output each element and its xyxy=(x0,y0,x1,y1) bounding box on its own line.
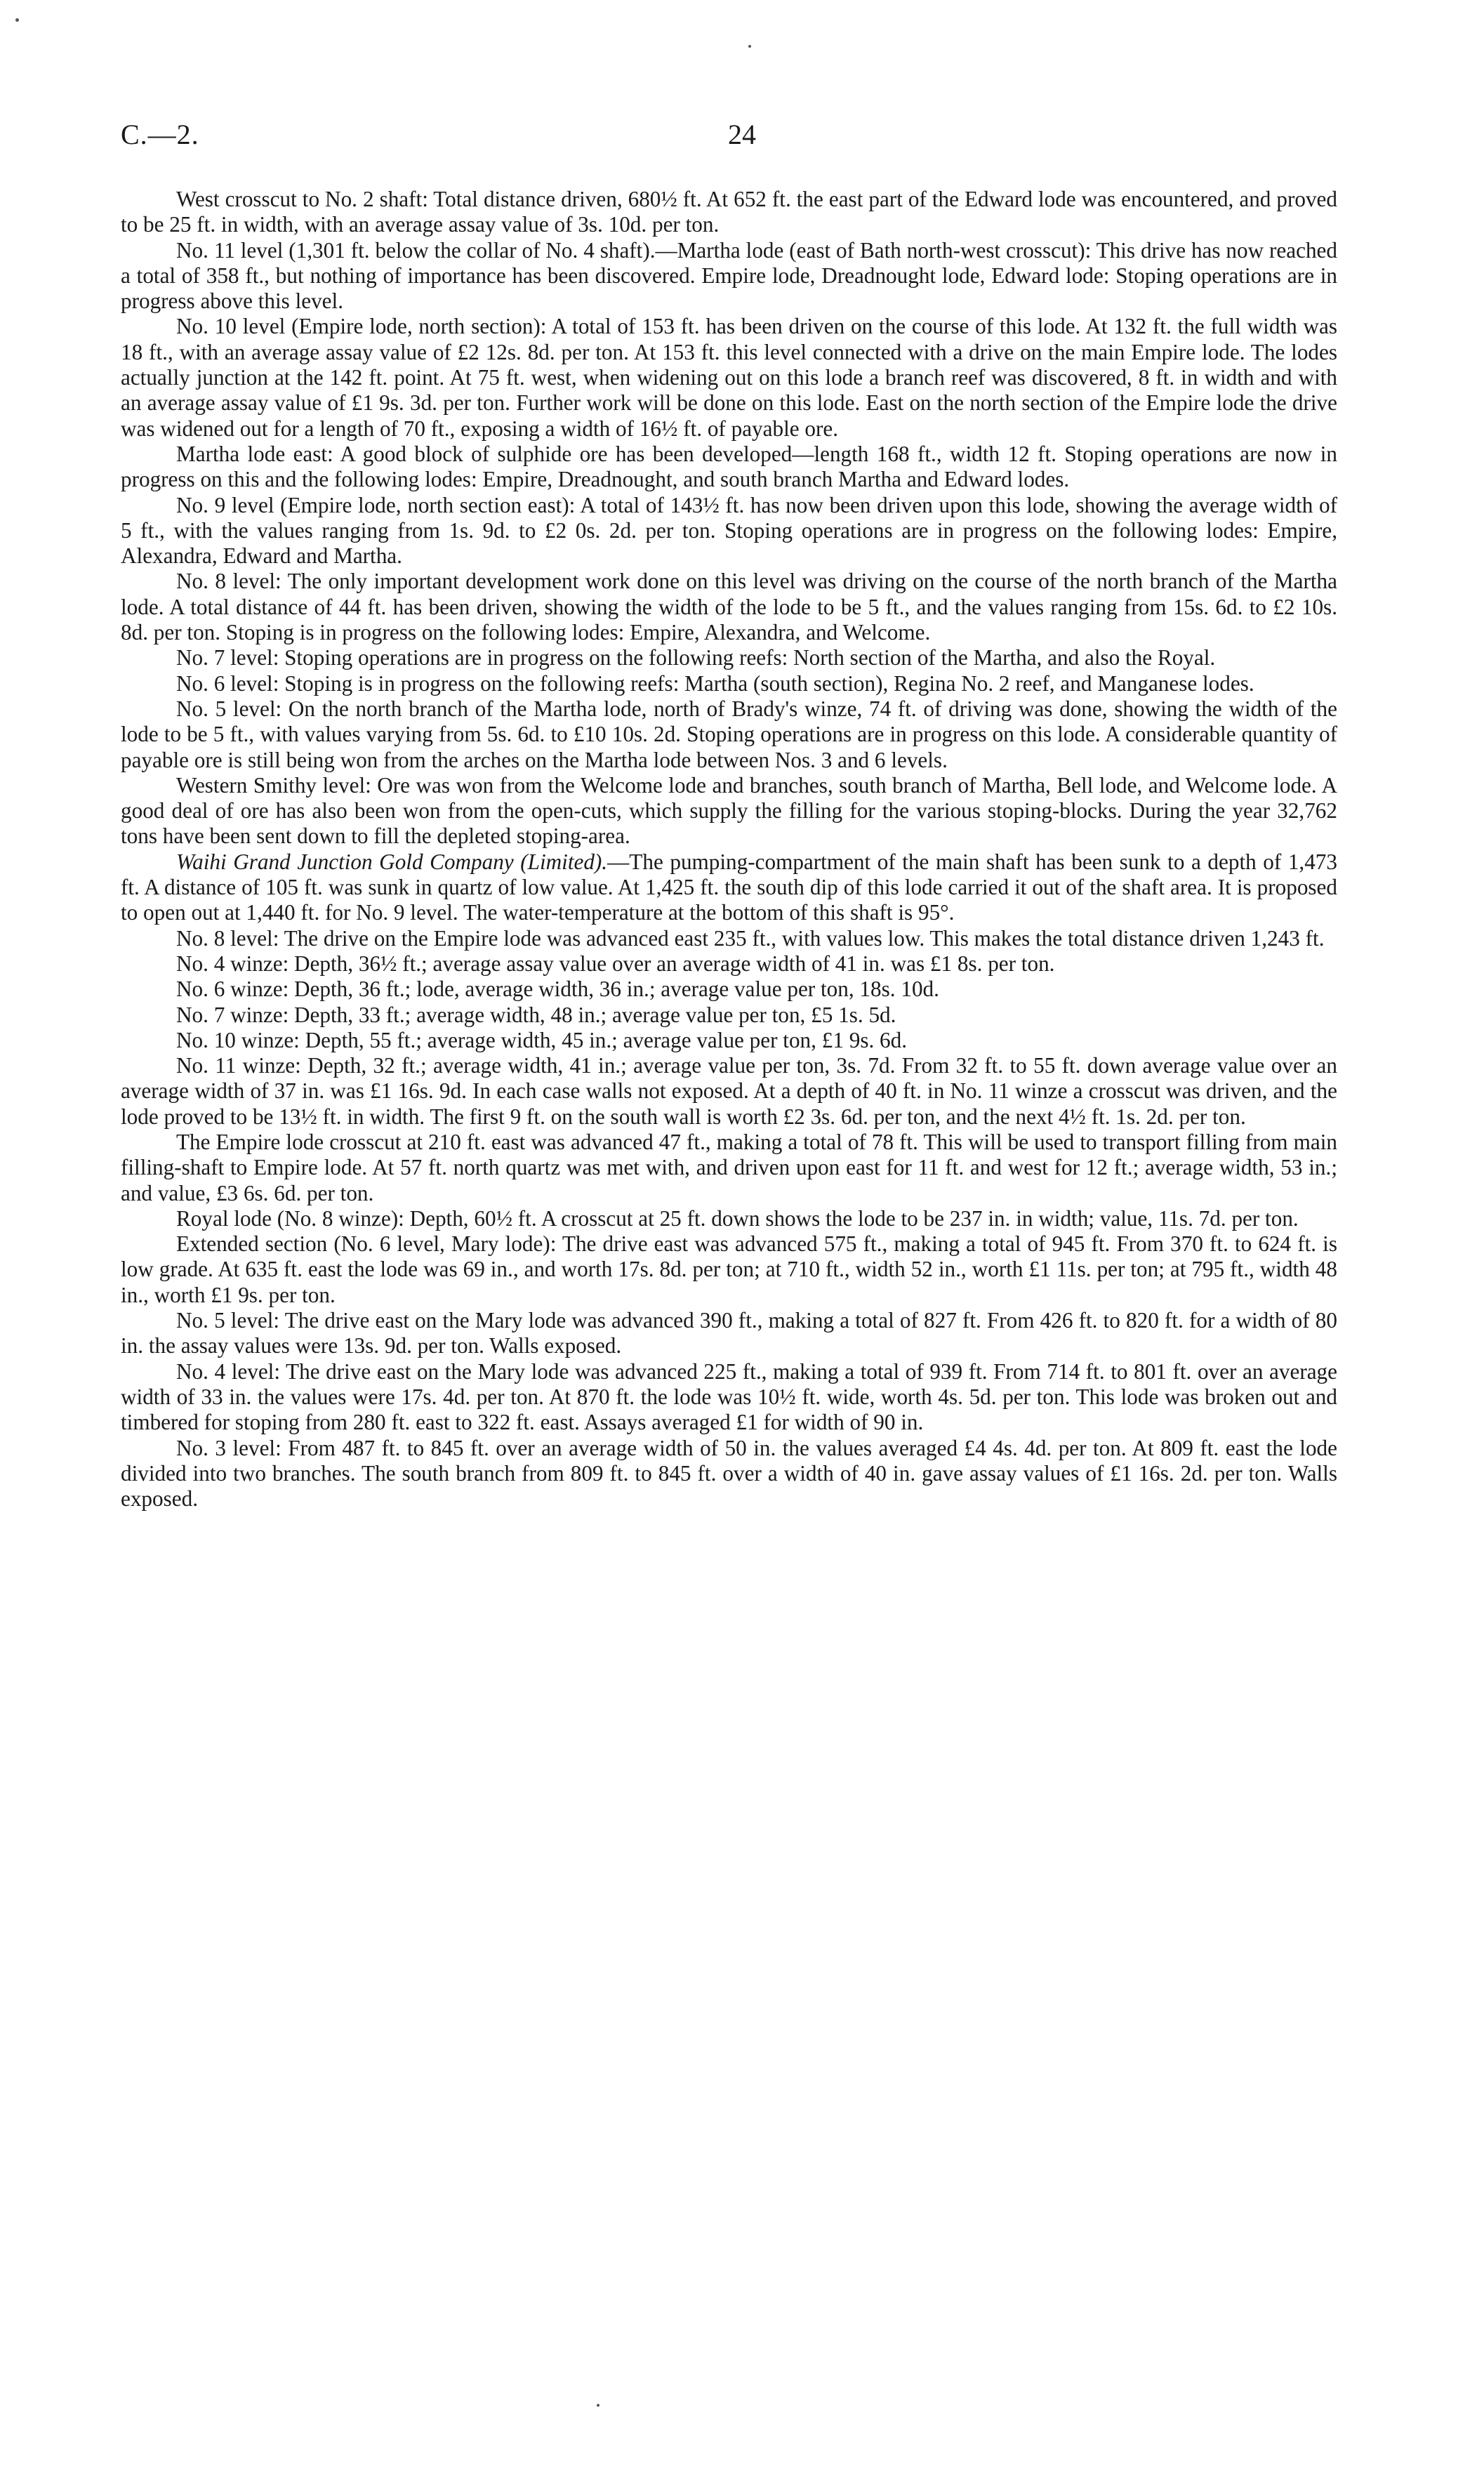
paragraph: No. 10 winze: Depth, 55 ft.; average width, 45 in.; average value per ton, £1 9s. 6d. xyxy=(176,1027,908,1052)
company-paragraph-text: —The pumping-compartment of the main shaft has been sunk to a depth of 1,473 ft. A distance of 105 ft. was sunk in quartz of low value. At 1,425 ft. the south dip of this lode carried it out of the shaft area. It is proposed to open out at 1,440 ft. for No. 9 level. The water-temperature at the bottom of this shaft is 95°. xyxy=(121,849,1337,925)
company-name: Waihi Grand Junction Gold Company (Limited). xyxy=(176,849,608,874)
scan-speck xyxy=(15,18,19,22)
paragraph: No. 11 level (1,301 ft. below the collar of No. 4 shaft).—Martha lode (east of Bath north-west crosscut): This drive has now reached a total of 358 ft., but nothing of importance has been discovered. Empire lode, Dreadnought lode, Edward lode: Stoping operations are in progress above this level. xyxy=(121,237,1337,314)
paragraph: No. 7 level: Stoping operations are in progress on the following reefs: North section of the Martha, and also the Royal. xyxy=(176,645,1216,670)
paragraph: Martha lode east: A good block of sulphide ore has been developed—length 168 ft., width 12 ft. Stoping operations are now in progress on this and the following lodes: Empire, Dreadnought, and south branch Martha and Edward lodes. xyxy=(121,441,1337,492)
paragraph: No. 10 level (Empire lode, north section): A total of 153 ft. has been driven on the course of this lode. At 132 ft. the full width was 18 ft., with an average assay value of £2 12s. 8d. per ton. At 153 ft. this level connected with a drive on the main Empire lode. The lodes actually junction at the 142 ft. point. At 75 ft. west, when widening out on this lode a branch reef was discovered, 8 ft. in width and with an average assay value of £1 9s. 3d. per ton. Further work will be done on this lode. East on the north section of the Empire lode the drive was widened out for a length of 70 ft., exposing a width of 16½ ft. of payable ore. xyxy=(121,314,1337,441)
paragraph: Royal lode (No. 8 winze): Depth, 60½ ft. A crosscut at 25 ft. down shows the lode to be 237 in. in width; value, 11s. 7d. per ton. xyxy=(176,1205,1299,1231)
paragraph: No. 4 level: The drive east on the Mary lode was advanced 225 ft., making a total of 939 ft. From 714 ft. to 801 ft. over an average width of 33 in. the values were 17s. 4d. per ton. At 870 ft. the lode was 10½ ft. wide, worth 4s. 5d. per ton. This lode was broken out and timbered for stoping from 280 ft. east to 322 ft. east. Assays averaged £1 for width of 90 in. xyxy=(121,1359,1337,1435)
paragraph: No. 7 winze: Depth, 33 ft.; average width, 48 in.; average value per ton, £5 1s. 5d. xyxy=(176,1002,896,1027)
scan-speck xyxy=(597,2404,599,2407)
paragraph: No. 5 level: On the north branch of the Martha lode, north of Brady's winze, 74 ft. of driving was done, showing the width of the lode to be 5 ft., with values varying from 5s. 6d. to £10 10s. 2d. Stoping operations are in progress on this lode. A considerable quantity of payable ore is still being won from the arches on the Martha lode between Nos. 3 and 6 levels. xyxy=(121,696,1337,772)
paragraph: No. 6 winze: Depth, 36 ft.; lode, average width, 36 in.; average value per ton, 18s. 10d. xyxy=(176,977,939,1002)
paragraph: No. 6 level: Stoping is in progress on the following reefs: Martha (south section), Regina No. 2 reef, and Manganese lodes. xyxy=(176,670,1254,696)
page-header xyxy=(121,118,1363,160)
scan-speck xyxy=(748,45,751,48)
paragraph: West crosscut to No. 2 shaft: Total distance driven, 680½ ft. At 652 ft. the east part of the Edward lode was encountered, and proved to be 25 ft. in width, with an average assay value of 3s. 10d. per ton. xyxy=(121,187,1337,237)
paragraph: Extended section (No. 6 level, Mary lode): The drive east was advanced 575 ft., making a total of 945 ft. From 370 ft. to 624 ft. is low grade. At 635 ft. east the lode was 69 in., and worth 17s. 8d. per ton; at 710 ft., width 52 in., worth £1 11s. per ton; at 795 ft., width 48 in., worth £1 9s. per ton. xyxy=(121,1231,1337,1307)
paragraph: The Empire lode crosscut at 210 ft. east was advanced 47 ft., making a total of 78 ft. This will be used to transport filling from main filling-shaft to Empire lode. At 57 ft. north quartz was met with, and driven upon east for 11 ft. and west for 12 ft.; average width, 53 in.; and value, £3 6s. 6d. per ton. xyxy=(121,1129,1337,1205)
paragraph: No. 4 winze: Depth, 36½ ft.; average assay value over an average width of 41 in. was £1 8s. per ton. xyxy=(176,951,1055,976)
body-text xyxy=(121,187,1337,1512)
paragraph: No. 8 level: The only important development work done on this level was driving on the course of the north branch of the Martha lode. A total distance of 44 ft. has been driven, showing the width of the lode to be 5 ft., and the values ranging from 15s. 6d. to £2 10s. 8d. per ton. Stoping is in progress on the following lodes: Empire, Alexandra, and Welcome. xyxy=(121,569,1337,645)
paragraph: No. 3 level: From 487 ft. to 845 ft. over an average width of 50 in. the values averaged £4 4s. 4d. per ton. At 809 ft. east the lode divided into two branches. The south branch from 809 ft. to 845 ft. over a width of 40 in. gave assay values of £1 16s. 2d. per ton. Walls exposed. xyxy=(121,1435,1337,1512)
paragraph: No. 11 winze: Depth, 32 ft.; average width, 41 in.; average value per ton, 3s. 7d. From 32 ft. to 55 ft. down average value over an average width of 37 in. was £1 16s. 9d. In each case walls not exposed. At a depth of 40 ft. in No. 11 winze a crosscut was driven, and the lode proved to be 13½ ft. in width. The first 9 ft. on the south wall is worth £2 3s. 6d. per ton, and the next 4½ ft. 1s. 2d. per ton. xyxy=(121,1053,1337,1129)
paragraph: Western Smithy level: Ore was won from the Welcome lode and branches, south branch of Martha, Bell lode, and Welcome lode. A good deal of ore has also been won from the open-cuts, which supply the filling for the various stoping-blocks. During the year 32,762 tons have been sent down to fill the depleted stoping-area. xyxy=(121,772,1337,849)
company-paragraph xyxy=(121,850,1337,926)
paragraph: No. 5 level: The drive east on the Mary lode was advanced 390 ft., making a total of 827 ft. From 426 ft. to 820 ft. for a width of 80 in. the assay values were 13s. 9d. per ton. Walls exposed. xyxy=(121,1308,1337,1359)
page-number: 24 xyxy=(728,119,756,150)
paragraph: No. 8 level: The drive on the Empire lode was advanced east 235 ft., with values low. This makes the total distance driven 1,243 ft. xyxy=(176,925,1325,951)
paragraph: No. 9 level (Empire lode, north section east): A total of 143½ ft. has now been driven upon this lode, showing the average width of 5 ft., with the values ranging from 1s. 9d. to £2 0s. 2d. per ton. Stoping operations are in progress on the following lodes: Empire, Alexandra, Edward and Martha. xyxy=(121,492,1337,569)
document-reference: C.—2. xyxy=(121,119,199,150)
